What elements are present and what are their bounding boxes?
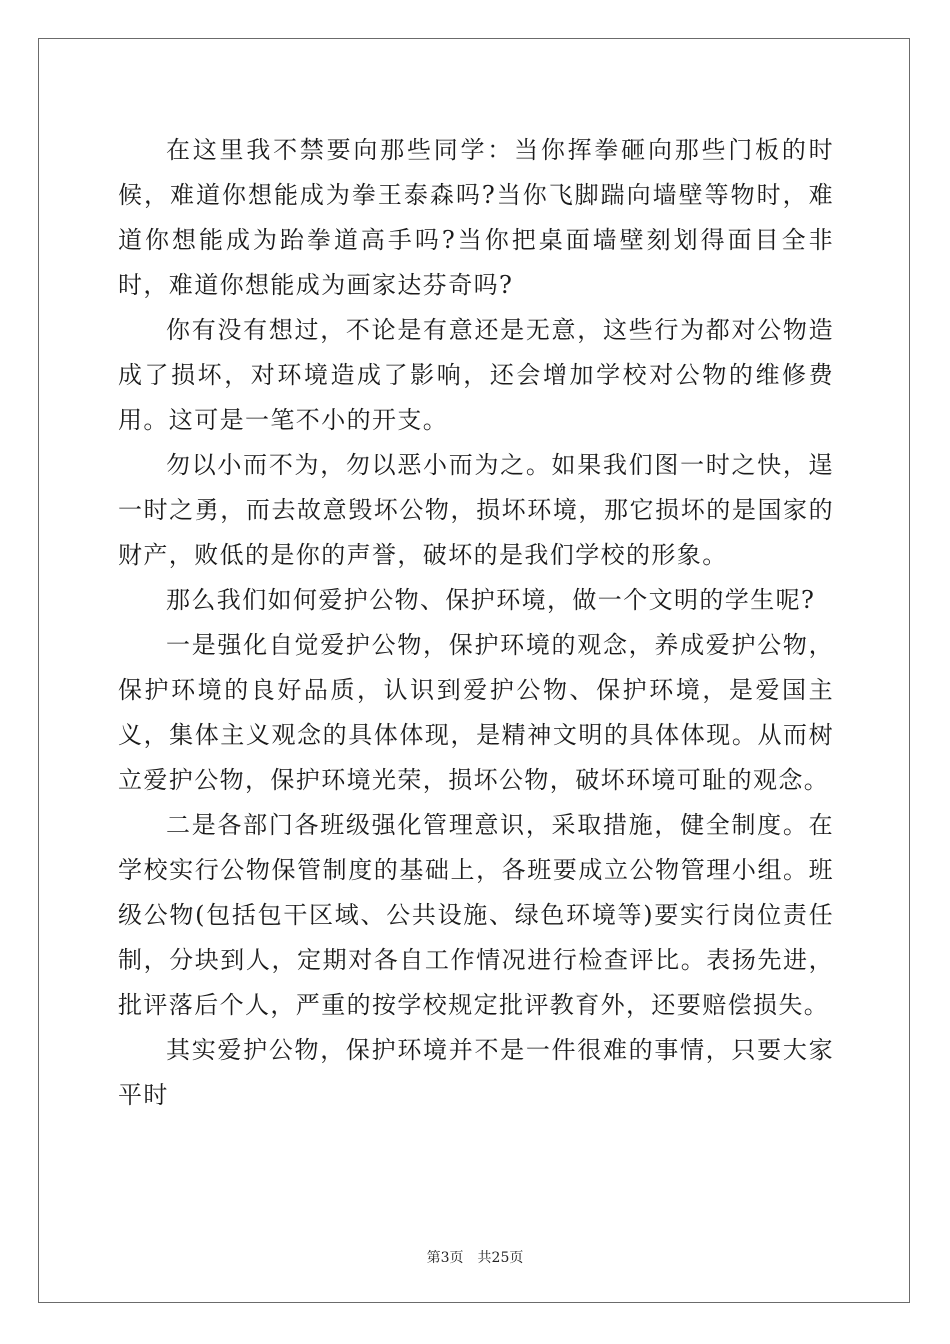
paragraph-4: 那么我们如何爱护公物、保护环境，做一个文明的学生呢?: [166, 586, 816, 614]
paragraph-5: 一是强化自觉爱护公物，保护环境的观念，养成爱护公物，保护环境的良好品质，认识到爱护公物、保护环境，是爱国主义，集体主义观念的具体体现，是精神文明的具体体现。从而树立爱护公物，保护环境光荣，损坏公物，破坏环境可耻的观念。: [118, 631, 834, 794]
document-body: [118, 128, 834, 1118]
page-total: 共25页: [477, 1250, 524, 1266]
page-number: 第3页: [426, 1250, 464, 1266]
paragraph-1: 在这里我不禁要向那些同学：当你挥拳砸向那些门板的时候，难道你想能成为拳王泰森吗?当你飞脚踹向墙壁等物时，难道你想能成为跆拳道高手吗?当你把桌面墙壁刻划得面目全非时，难道你想能成为画家达芬奇吗?: [118, 136, 834, 299]
paragraph-3: 勿以小而不为，勿以恶小而为之。如果我们图一时之快，逞一时之勇，而去故意毁坏公物，损坏环境，那它损坏的是国家的财产，败低的是你的声誉，破坏的是我们学校的形象。: [118, 451, 834, 569]
paragraph-7: 其实爱护公物，保护环境并不是一件很难的事情，只要大家平时: [118, 1036, 834, 1109]
paragraph-6: 二是各部门各班级强化管理意识，采取措施，健全制度。在学校实行公物保管制度的基础上，各班要成立公物管理小组。班级公物(包括包干区域、公共设施、绿色环境等)要实行岗位责任制，分块到人，定期对各自工作情况进行检查评比。表扬先进，批评落后个人，严重的按学校规定批评教育外，还要赔偿损失。: [118, 811, 834, 1019]
paragraph-2: 你有没有想过，不论是有意还是无意，这些行为都对公物造成了损坏，对环境造成了影响，还会增加学校对公物的维修费用。这可是一笔不小的开支。: [118, 316, 834, 434]
page-footer: [0, 1247, 950, 1267]
